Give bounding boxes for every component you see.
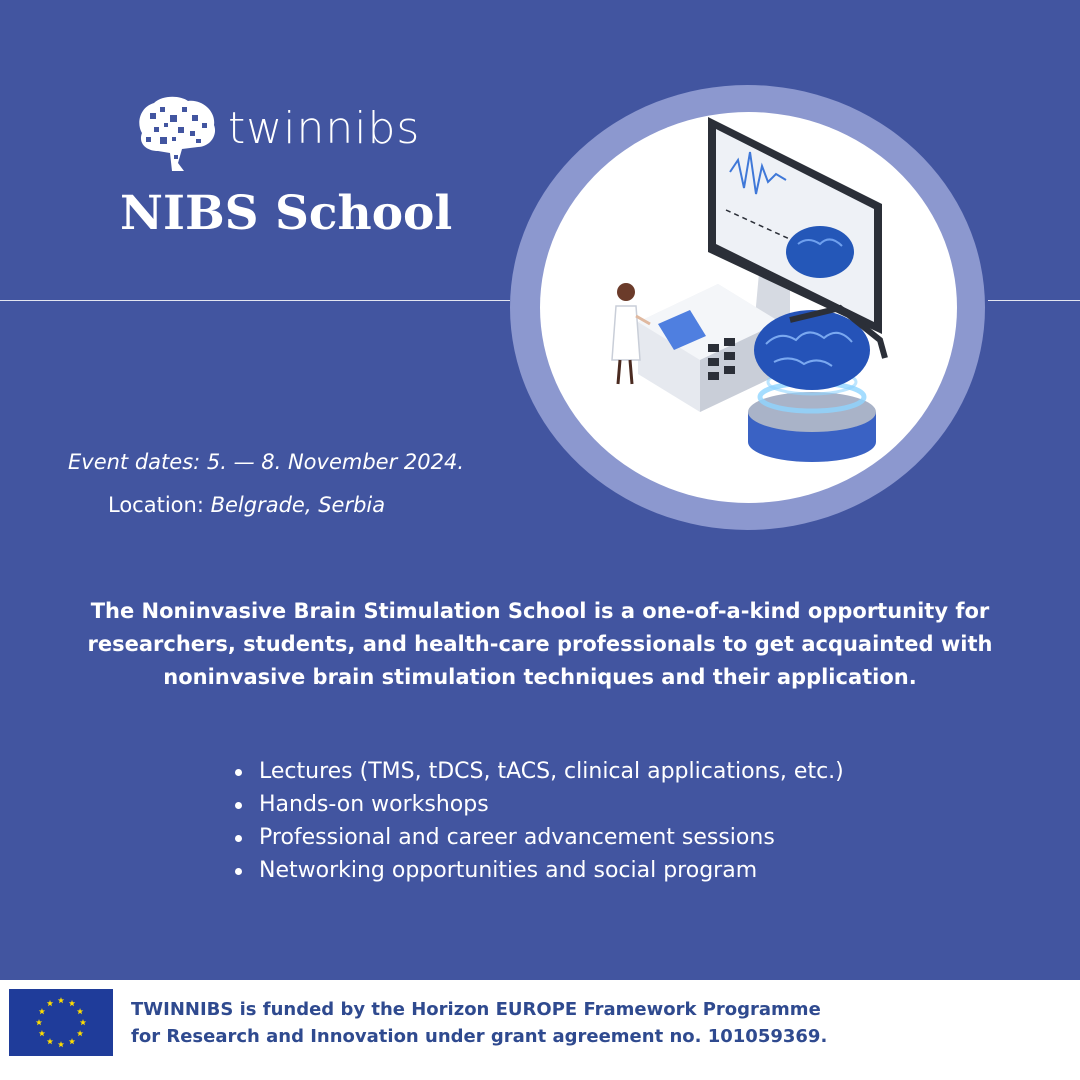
list-item: Professional and career advancement sessions <box>232 821 844 854</box>
eu-flag-icon <box>9 989 113 1056</box>
logo-text: twinnibs <box>228 103 421 154</box>
funding-text <box>131 996 1051 1050</box>
logo <box>132 93 421 175</box>
location-label: Location: <box>108 493 204 517</box>
event-dates: Event dates: 5. — 8. November 2024. <box>68 450 465 474</box>
funding-line-2: for Research and Innovation under grant agreement no. 101059369. <box>131 1026 828 1047</box>
list-item: Networking opportunities and social program <box>232 854 844 887</box>
divider-left <box>0 300 510 301</box>
description: The Noninvasive Brain Stimulation School is a one-of-a-kind opportunity for researchers, students, and health-care professionals to get acquainted with noninvasive brain stimulation techniques and their application. <box>87 599 993 689</box>
illustration-frame <box>540 112 957 503</box>
list-item: Hands-on workshops <box>232 788 844 821</box>
event-location <box>108 493 385 517</box>
location-value: Belgrade, Serbia <box>210 493 386 517</box>
page-title: NIBS School <box>120 186 453 241</box>
funding-line-1: TWINNIBS is funded by the Horizon EUROPE Framework Programme <box>131 999 821 1020</box>
list-item: Lectures (TMS, tDCS, tACS, clinical applications, etc.) <box>232 755 844 788</box>
divider-right <box>988 300 1080 301</box>
feature-list <box>232 755 844 887</box>
funding-footer <box>0 980 1080 1080</box>
brain-stimulation-lab-illustration <box>540 112 957 503</box>
brain-circuit-icon <box>132 93 222 175</box>
